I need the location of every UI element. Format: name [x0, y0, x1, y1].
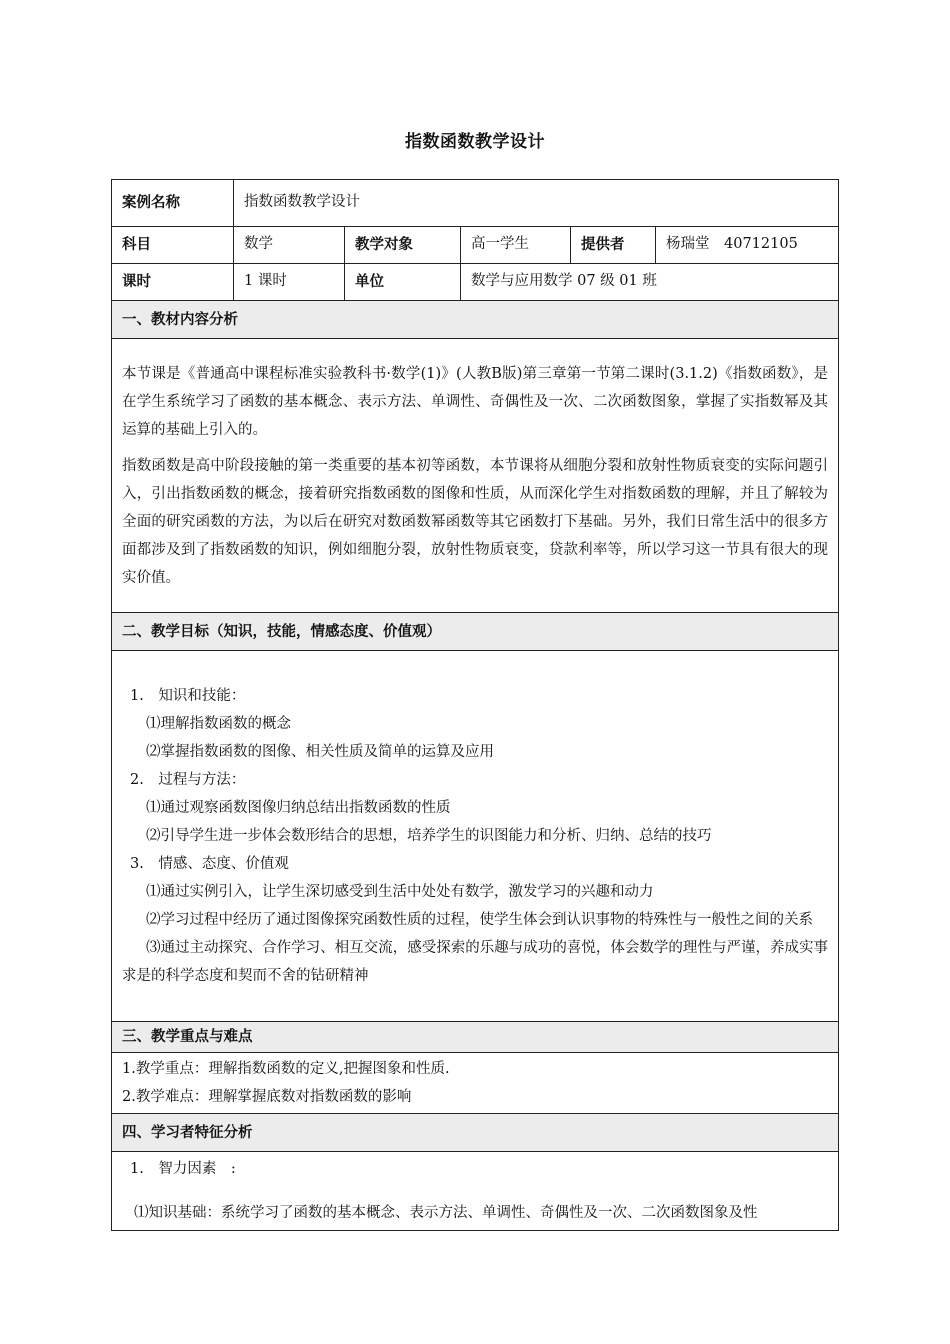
section-3-header: [112, 1022, 839, 1053]
provider-label: 提供者: [571, 227, 656, 264]
section-4-content: [112, 1152, 839, 1231]
audience-value: 高一学生: [461, 227, 571, 264]
goal-1b: ⑵掌握指数函数的图像、相关性质及简单的运算及应用: [146, 744, 494, 760]
row-hours: [112, 264, 839, 301]
section-3-heading: 三、教学重点与难点: [112, 1022, 839, 1053]
factor-1a: ⑴知识基础：系统学习了函数的基本概念、表示方法、单调性、奇偶性及一次、二次函数图象及性: [134, 1205, 758, 1221]
page-title: 指数函数教学设计: [405, 132, 545, 152]
section-2-header: [112, 613, 839, 651]
goal-3c: ⑶通过主动探究、合作学习、相互交流，感受探索的乐趣与成功的喜悦，体会数学的理性与严谨，养成实事求是的科学态度和契而不舍的钻研精神: [122, 940, 829, 984]
goal-3a: ⑴通过实例引入，让学生深切感受到生活中处处有数学，激发学习的兴趣和动力: [146, 884, 654, 900]
case-name-label: 案例名称: [112, 180, 234, 227]
goal-2a: ⑴通过观察函数图像归纳总结出指数函数的性质: [146, 800, 451, 816]
goal-3: 3. 情感、态度、价值观: [130, 856, 289, 872]
key-point: 1.教学重点：理解指数函数的定义,把握图象和性质.: [122, 1061, 450, 1077]
unit-label: 单位: [345, 264, 461, 301]
section-1-heading: 一、教材内容分析: [112, 301, 839, 339]
provider-value: 杨瑞堂 40712105: [656, 227, 839, 264]
section-2-heading: 二、教学目标（知识，技能，情感态度、价值观）: [112, 613, 839, 651]
goal-3b: ⑵学习过程中经历了通过图像探究函数性质的过程，使学生体会到认识事物的特殊性与一般性之间的关系: [146, 912, 813, 928]
goal-2: 2. 过程与方法：: [130, 772, 246, 788]
difficult-point: 2.教学难点：理解掌握底数对指数函数的影响: [122, 1089, 412, 1105]
goal-1: 1. 知识和技能：: [130, 688, 246, 704]
section-3-content: [112, 1053, 839, 1114]
section-1-paragraph-1: 本节课是《普通高中课程标准实验教科书·数学(1)》(人教B版)第三章第一节第二课时(3.1.2)《指数函数》，是在学生系统学习了函数的基本概念、表示方法、单调性、奇偶性及一次、二次函数图象，掌握了实指数幂及其运算的基础上引入的。: [122, 365, 829, 438]
hours-value: 1 课时: [234, 264, 345, 301]
section-1-paragraph-2: 指数函数是高中阶段接触的第一类重要的基本初等函数，本节课将从细胞分裂和放射性物质衰变的实际问题引入，引出指数函数的概念，接着研究指数函数的图像和性质，从而深化学生对指数函数的理解，并且了解较为全面的研究函数的方法，为以后在研究对数函数幂函数等其它函数打下基础。另外，我们日常生活中的很多方面都涉及到了指数函数的知识，例如细胞分裂，放射性物质衰变，贷款利率等，所以学习这一节具有很大的现实价值。: [122, 457, 829, 586]
goal-2b: ⑵引导学生进一步体会数形结合的思想，培养学生的识图能力和分析、归纳、总结的技巧: [146, 828, 712, 844]
subject-label: 科目: [112, 227, 234, 264]
hours-label: 课时: [112, 264, 234, 301]
section-1-content: [112, 339, 839, 613]
lesson-design-table: [111, 179, 839, 1231]
audience-label: 教学对象: [345, 227, 461, 264]
unit-value: 数学与应用数学 07 级 01 班: [461, 264, 839, 301]
section-2-content: [112, 651, 839, 1022]
subject-value: 数学: [234, 227, 345, 264]
section-4-heading: 四、学习者特征分析: [112, 1114, 839, 1152]
factor-1: 1. 智力因素 :: [130, 1161, 236, 1177]
row-case-name: [112, 180, 839, 227]
goal-1a: ⑴理解指数函数的概念: [146, 716, 291, 732]
row-subject: [112, 227, 839, 264]
section-1-header: [112, 301, 839, 339]
section-4-header: [112, 1114, 839, 1152]
case-name-value: 指数函数教学设计: [234, 180, 839, 227]
